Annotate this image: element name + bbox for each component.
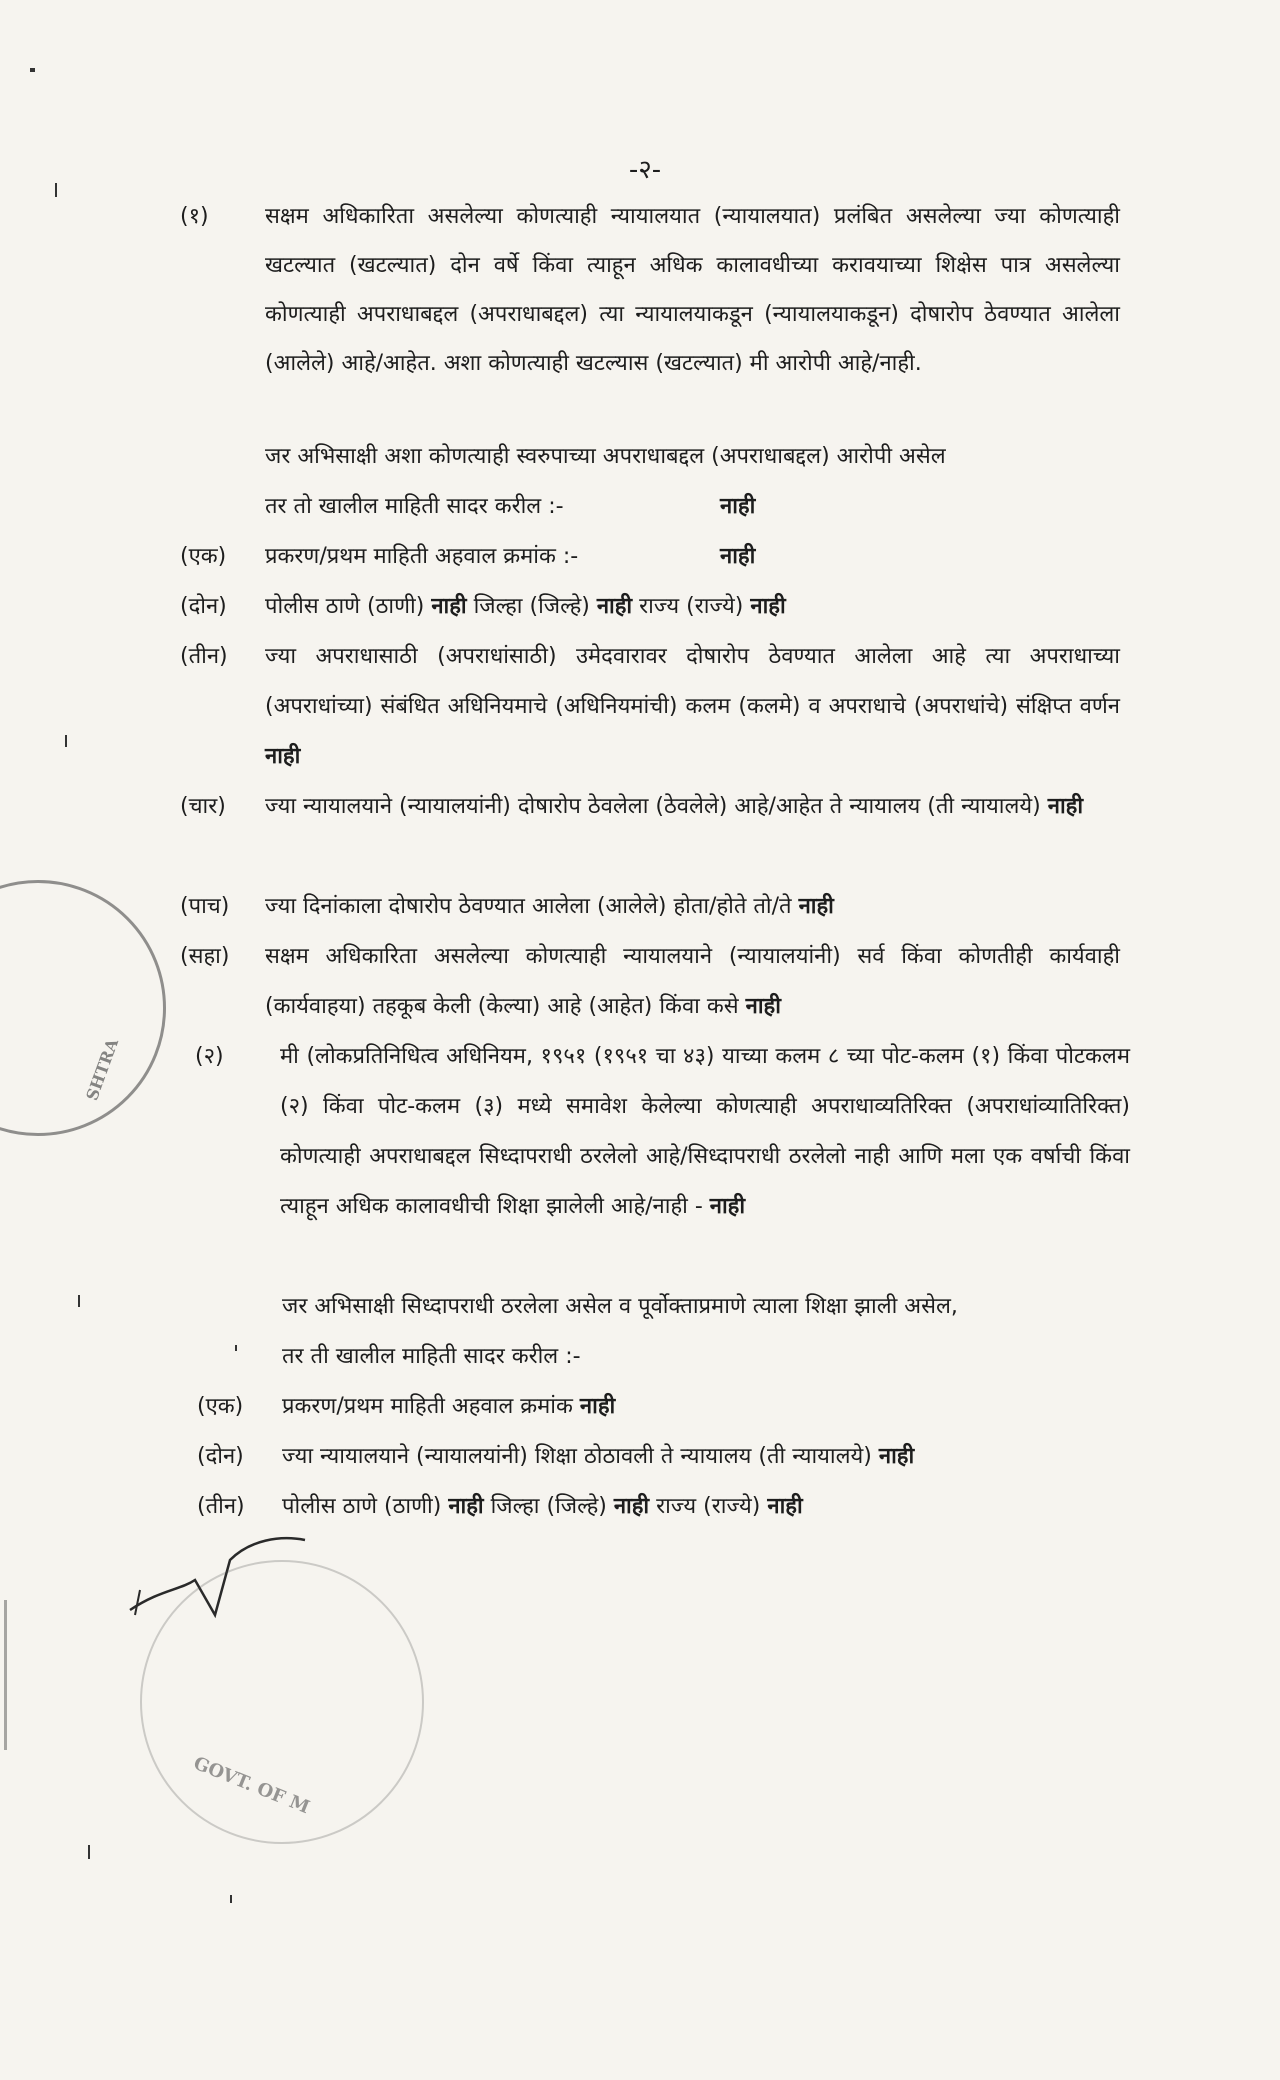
state-label: राज्य (राज्ये) <box>639 594 744 619</box>
section-2-sub-2-answer: नाही <box>878 1444 915 1469</box>
section-1-sub-1-number: (एक) <box>180 544 227 569</box>
section-1-text: सक्षम अधिकारिता असलेल्या कोणत्याही न्यायालयात (न्यायालयात) प्रलंबित असलेल्या ज्या कोणत्याही खटल्यात (खटल्यात) दोन वर्षे किंवा त्याहून अधिक कालावधीच्या करावयाच्या शिक्षेस पात्र असलेल्या कोणत्याही अपराधाबद्दल (अपराधाबद्दल) त्या न्यायालयाकडून (न्यायालयाकडून) दोषारोप ठेवण्यात आलेला (आलेले) आहे/आहेत. अशा कोणत्याही खटल्यास (खटल्यात) मी आरोपी आहे/नाही. <box>265 204 1120 376</box>
section-1-sub-5 <box>180 882 1120 932</box>
section-1-sub-2 <box>180 582 1120 632</box>
section-2-sub-3-text <box>282 1482 1137 1532</box>
state-answer: नाही <box>767 1494 803 1519</box>
district-answer: नाही <box>596 594 633 619</box>
scan-edge-line <box>4 1600 7 1750</box>
section-1-sub-1-answer: नाही <box>720 544 756 569</box>
section-1-sub-3-label: ज्या अपराधासाठी (अपराधांसाठी) उमेदवारावर दोषारोप ठेवण्यात आलेला आहे त्या अपराधाच्या (अपराधांच्या) संबंधित अधिनियमाचे (अधिनियमांची) कलम (कलमे) व अपराधाचे (अपराधांचे) संक्षिप्त वर्णन <box>265 644 1120 719</box>
official-stamp-upper <box>0 880 166 1136</box>
section-1-note-line-2: तर तो खालील माहिती सादर करील :- <box>265 494 564 519</box>
section-2-sub-1 <box>197 1382 1137 1432</box>
police-station-label: पोलीस ठाणे (ठाणी) <box>265 594 425 619</box>
state-label: राज्य (राज्ये) <box>656 1494 761 1519</box>
section-2-sub-3 <box>197 1482 1137 1532</box>
section-1-sub-4-answer: नाही <box>1047 794 1084 819</box>
section-1-sub-1-text <box>265 532 1120 582</box>
section-1-sub-1-label: प्रकरण/प्रथम माहिती अहवाल क्रमांक :- <box>265 544 579 569</box>
section-1-sub-5-text <box>265 882 1120 932</box>
section-1-sub-6-text <box>265 932 1120 1032</box>
section-1-sub-3-answer: नाही <box>265 744 301 769</box>
section-1-sub-4-label: ज्या न्यायालयाने (न्यायालयांनी) दोषारोप ठेवलेला (ठेवलेले) आहे/आहेत ते न्यायालय (ती न्यायालये) <box>265 794 1041 819</box>
state-answer: नाही <box>750 594 786 619</box>
section-1 <box>180 192 1120 388</box>
section-2-body: मी (लोकप्रतिनिधित्व अधिनियम, १९५१ (१९५१ चा ४३) याच्या कलम ८ च्या पोट-कलम (१) किंवा पोटकलम (२) किंवा पोट-कलम (३) मध्ये समावेश केलेल्या कोणत्याही अपराधाव्यतिरिक्त (अपराधांव्यातिरिक्त) कोणत्याही अपराधाबद्दल सिध्दापराधी ठरलेलो आहे/सिध्दापराधी ठरलेलो नाही आणि मला एक वर्षाची किंवा त्याहून अधिक कालावधीची शिक्षा झालेली आहे/नाही - <box>280 1044 1130 1219</box>
section-2-sub-1-number: (एक) <box>197 1394 244 1419</box>
section-2-number: (२) <box>195 1044 224 1069</box>
section-1-sub-4 <box>180 782 1120 832</box>
district-label: जिल्हा (जिल्हे) <box>490 1494 607 1519</box>
section-1-sub-3-text <box>265 632 1120 782</box>
page-number: -२- <box>628 155 662 185</box>
scan-speck <box>235 1345 237 1351</box>
section-1-sub-6-label: सक्षम अधिकारिता असलेल्या कोणत्याही न्यायालयाने (न्यायालयांनी) सर्व किंवा कोणतीही कार्यवाही (कार्यवाहया) तहकूब केली (केल्या) आहे (आहेत) किंवा कसे <box>265 944 1120 1019</box>
section-1-sub-6-number: (सहा) <box>180 944 230 969</box>
stamp-lower-text: GOVT. OF M <box>190 1752 313 1819</box>
section-1-sub-4-number: (चार) <box>180 794 226 819</box>
section-2-sub-1-label: प्रकरण/प्रथम माहिती अहवाल क्रमांक <box>282 1394 573 1419</box>
section-1-note-answer: नाही <box>720 494 756 519</box>
scan-speck <box>55 183 57 197</box>
section-2 <box>195 1032 1130 1232</box>
section-1-sub-4-text <box>265 782 1120 832</box>
section-1-sub-6-answer: नाही <box>745 994 781 1019</box>
section-1-sub-6 <box>180 932 1120 1032</box>
section-1-sub-5-answer: नाही <box>798 894 834 919</box>
section-1-sub-5-label: ज्या दिनांकाला दोषारोप ठेवण्यात आलेला (आलेले) होता/होते तो/ते <box>265 894 792 919</box>
section-1-sub-3 <box>180 632 1120 782</box>
section-2-text <box>280 1032 1130 1232</box>
section-2-sub-2-text <box>282 1432 1137 1482</box>
section-2-sub-1-answer: नाही <box>579 1394 616 1419</box>
section-1-sub-2-number: (दोन) <box>180 594 227 619</box>
section-2-answer: नाही <box>709 1194 746 1219</box>
scan-speck <box>65 735 67 747</box>
section-1-sub-3-number: (तीन) <box>180 644 228 669</box>
section-2-sub-1-text <box>282 1382 1137 1432</box>
police-station-answer: नाही <box>448 1494 484 1519</box>
section-1-sub-2-text <box>265 582 1120 632</box>
scan-speck <box>88 1845 90 1859</box>
scan-speck <box>30 68 35 72</box>
section-2-note-line-1: जर अभिसाक्षी सिध्दापराधी ठरलेला असेल व पूर्वोक्ताप्रमाणे त्याला शिक्षा झाली असेल, <box>282 1294 958 1319</box>
police-station-label: पोलीस ठाणे (ठाणी) <box>282 1494 442 1519</box>
section-1-sub-1 <box>180 532 1120 582</box>
section-2-sub-3-number: (तीन) <box>197 1494 245 1519</box>
section-2-sub-2-label: ज्या न्यायालयाने (न्यायालयांनी) शिक्षा ठोठावली ते न्यायालय (ती न्यायालये) <box>282 1444 872 1469</box>
district-answer: नाही <box>613 1494 650 1519</box>
stamp-upper-text: SHTRA <box>82 1036 123 1103</box>
scan-speck <box>78 1295 80 1307</box>
section-2-sub-2 <box>197 1432 1137 1482</box>
scan-speck <box>230 1895 232 1903</box>
district-label: जिल्हा (जिल्हे) <box>473 594 590 619</box>
section-1-note-line-1: जर अभिसाक्षी अशा कोणत्याही स्वरुपाच्या अपराधाबद्दल (अपराधाबद्दल) आरोपी असेल <box>265 444 946 469</box>
police-station-answer: नाही <box>431 594 467 619</box>
section-1-number: (१) <box>180 204 209 229</box>
section-2-note-line-2: तर ती खालील माहिती सादर करील :- <box>282 1344 581 1369</box>
section-1-sub-5-number: (पाच) <box>180 894 230 919</box>
section-2-sub-2-number: (दोन) <box>197 1444 244 1469</box>
